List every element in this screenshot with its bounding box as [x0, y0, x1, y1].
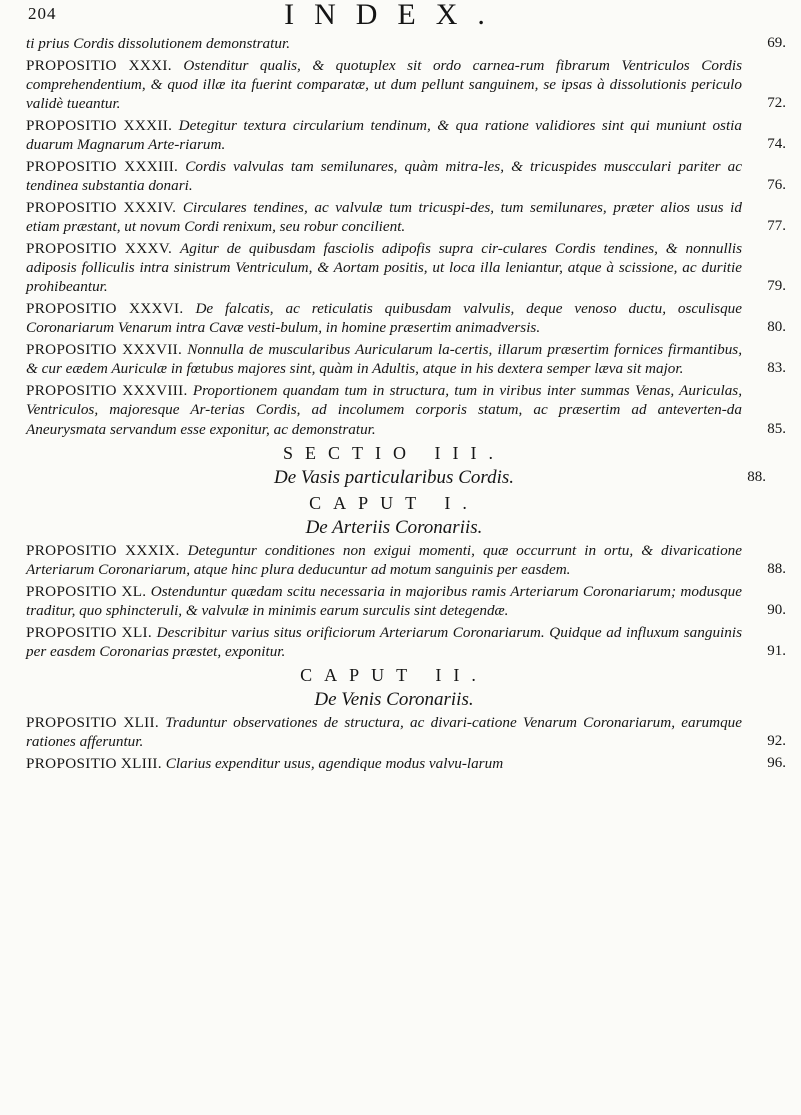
page-ref: 88. [767, 561, 786, 578]
index-body [26, 34, 786, 776]
entry-text: Traduntur observationes de structura, ac divari-catione Venarum Coronariarum, earumque rationes afferuntur. [26, 714, 743, 751]
proposition-label: PROPOSITIO XXXIV. [26, 199, 177, 216]
entry-text: Describitur varius situs orificiorum Arteriarum Coronariarum. Quidque ad influxum sanguinis per easdem Coronarias præstet, exponitur. [26, 623, 742, 661]
chapter-1-title: CAPUT I. [309, 492, 479, 513]
entry-list-chapter-2 [26, 713, 786, 773]
proposition-label: PROPOSITIO XLIII. [26, 755, 162, 773]
page-ref: 90. [767, 602, 786, 619]
page-ref: 92. [767, 733, 786, 750]
entry-text: Ostenditur qualis, & quotuplex sit ordo carnea-rum fibrarum Ventriculos Cordis comprehendentium, & quod illæ ita fuerint comparatæ, ut dum pellunt sanguinem, se ipsas à dissolutionis periculo validè tueantur. [26, 56, 743, 113]
proposition-label: PROPOSITIO XXXII. [26, 117, 173, 134]
proposition-label: PROPOSITIO XXXVI. [26, 300, 184, 318]
chapter-1-subtitle: De Arteriis Coronariis. [305, 516, 483, 538]
index-entry [26, 299, 786, 337]
index-entry [26, 157, 786, 195]
entry-text: Nonnulla de muscularibus Auricularum la-certis, illarum præsertim fornices firmantibus, & cur eædem Auriculæ in fœtubus majores sint, quàm in Adultis, atque in his dextera semper læva sit major. [26, 341, 743, 378]
proposition-label: PROPOSITIO XL. [26, 582, 147, 600]
page-ref: 72. [767, 95, 786, 112]
chapter-2-title: CAPUT II. [300, 665, 488, 686]
section-subtitle: De Vasis particularibus Cordis. [274, 466, 514, 488]
page-ref: 69. [767, 35, 786, 51]
chapter-2-subtitle: De Venis Coronariis. [314, 689, 474, 711]
index-entry [26, 239, 786, 297]
running-header [28, 0, 761, 32]
proposition-label: PROPOSITIO XXXI. [26, 56, 172, 74]
page-ref: 96. [767, 755, 786, 772]
index-entry [26, 623, 786, 661]
index-entry [26, 582, 786, 620]
entry-text: Ostenduntur quædam scitu necessaria in majoribus ramis Arteriarum Coronariarum; modusque traditur, quo sphincteruli, & valvulæ in minimis earum surculis sint detegendæ. [26, 582, 742, 620]
proposition-label: PROPOSITIO XXXVII. [26, 341, 183, 359]
index-entry [26, 116, 786, 154]
index-entry [26, 198, 786, 236]
entry-list-chapter-1 [26, 541, 786, 661]
index-entry [26, 381, 786, 439]
section-page-ref: 88. [747, 468, 766, 485]
entry-text: Deteguntur conditiones non exigui momenti, quæ occurrunt in ortu, & divaricatione Arteriarum Coronariarum, atque hinc plura deducuntur ad motum sanguinis per easdem. [26, 541, 743, 579]
index-entry [26, 34, 786, 53]
entry-text: Circulares tendines, ac valvulæ tum tricuspi-des, tum semilunares, præter alios usus id etiam præstant, ut novum Cordi renixum, seu robur concilient. [26, 199, 742, 236]
proposition-label: PROPOSITIO XLII. [26, 714, 159, 732]
index-entry [26, 56, 786, 114]
entry-text: Detegitur textura circularium tendinum, & qua ratione validiores sint qui muniunt ostia duarum Magnarum Arte-riarum. [26, 117, 742, 154]
proposition-label: PROPOSITIO XXXVIII. [26, 382, 188, 400]
entry-text: Cordis valvulas tam semilunares, quàm mitra-les, & tricuspides muscculari pariter ac tendinea substantia donari. [26, 158, 742, 195]
entry-text: Clarius expenditur usus, agendique modus valvu-larum [165, 755, 504, 773]
page-ref: 77. [767, 218, 786, 235]
proposition-label: PROPOSITIO XLI. [26, 623, 152, 641]
proposition-label: PROPOSITIO XXXV. [26, 240, 173, 257]
page-ref: 85. [767, 420, 786, 437]
entry-text: Agitur de quibusdam fasciolis adipofis supra cir-culares Cordis tendines, & nonnullis adiposis folliculis intra sinistrum Ventriculum, & Aortam positis, ut loca illa leniantur, atque à scissione, ac duritie prohibeantur. [26, 240, 743, 296]
page-number: 204 [28, 4, 57, 23]
page-ref: 79. [767, 278, 786, 295]
entry-list-section-2 [26, 34, 786, 439]
entry-text: ti prius Cordis dissolutionem demonstratur. [26, 35, 290, 52]
section-title: SECTIO III. [283, 442, 505, 463]
page-ref: 83. [767, 360, 786, 377]
proposition-label: PROPOSITIO XXXIX. [26, 541, 180, 559]
page-ref: 91. [767, 643, 786, 660]
entry-text: Proportionem quandam tum in structura, tum in viribus inter summas Venas, Auriculas, Ventriculos, majoresque Ar-terias Cordis, ad incolumem corporis statum, ac præsertim ad anteverten-da Aneurysmata servandum esse exponitur, ac demonstratur. [26, 382, 742, 438]
index-entry [26, 754, 786, 773]
index-entry [26, 340, 786, 378]
page-ref: 74. [767, 136, 786, 153]
page-ref: 80. [767, 319, 786, 336]
page-ref: 76. [767, 177, 786, 194]
index-entry [26, 541, 786, 579]
page-title: INDEX. [284, 0, 505, 31]
entry-text: De falcatis, ac reticulatis quibusdam valvulis, deque venoso ductu, osculisque Coronariarum Venarum intra Cavæ vesti-bulum, in homine præsertim animadversis. [26, 300, 743, 337]
proposition-label: PROPOSITIO XXXIII. [26, 158, 179, 175]
index-entry [26, 713, 786, 751]
